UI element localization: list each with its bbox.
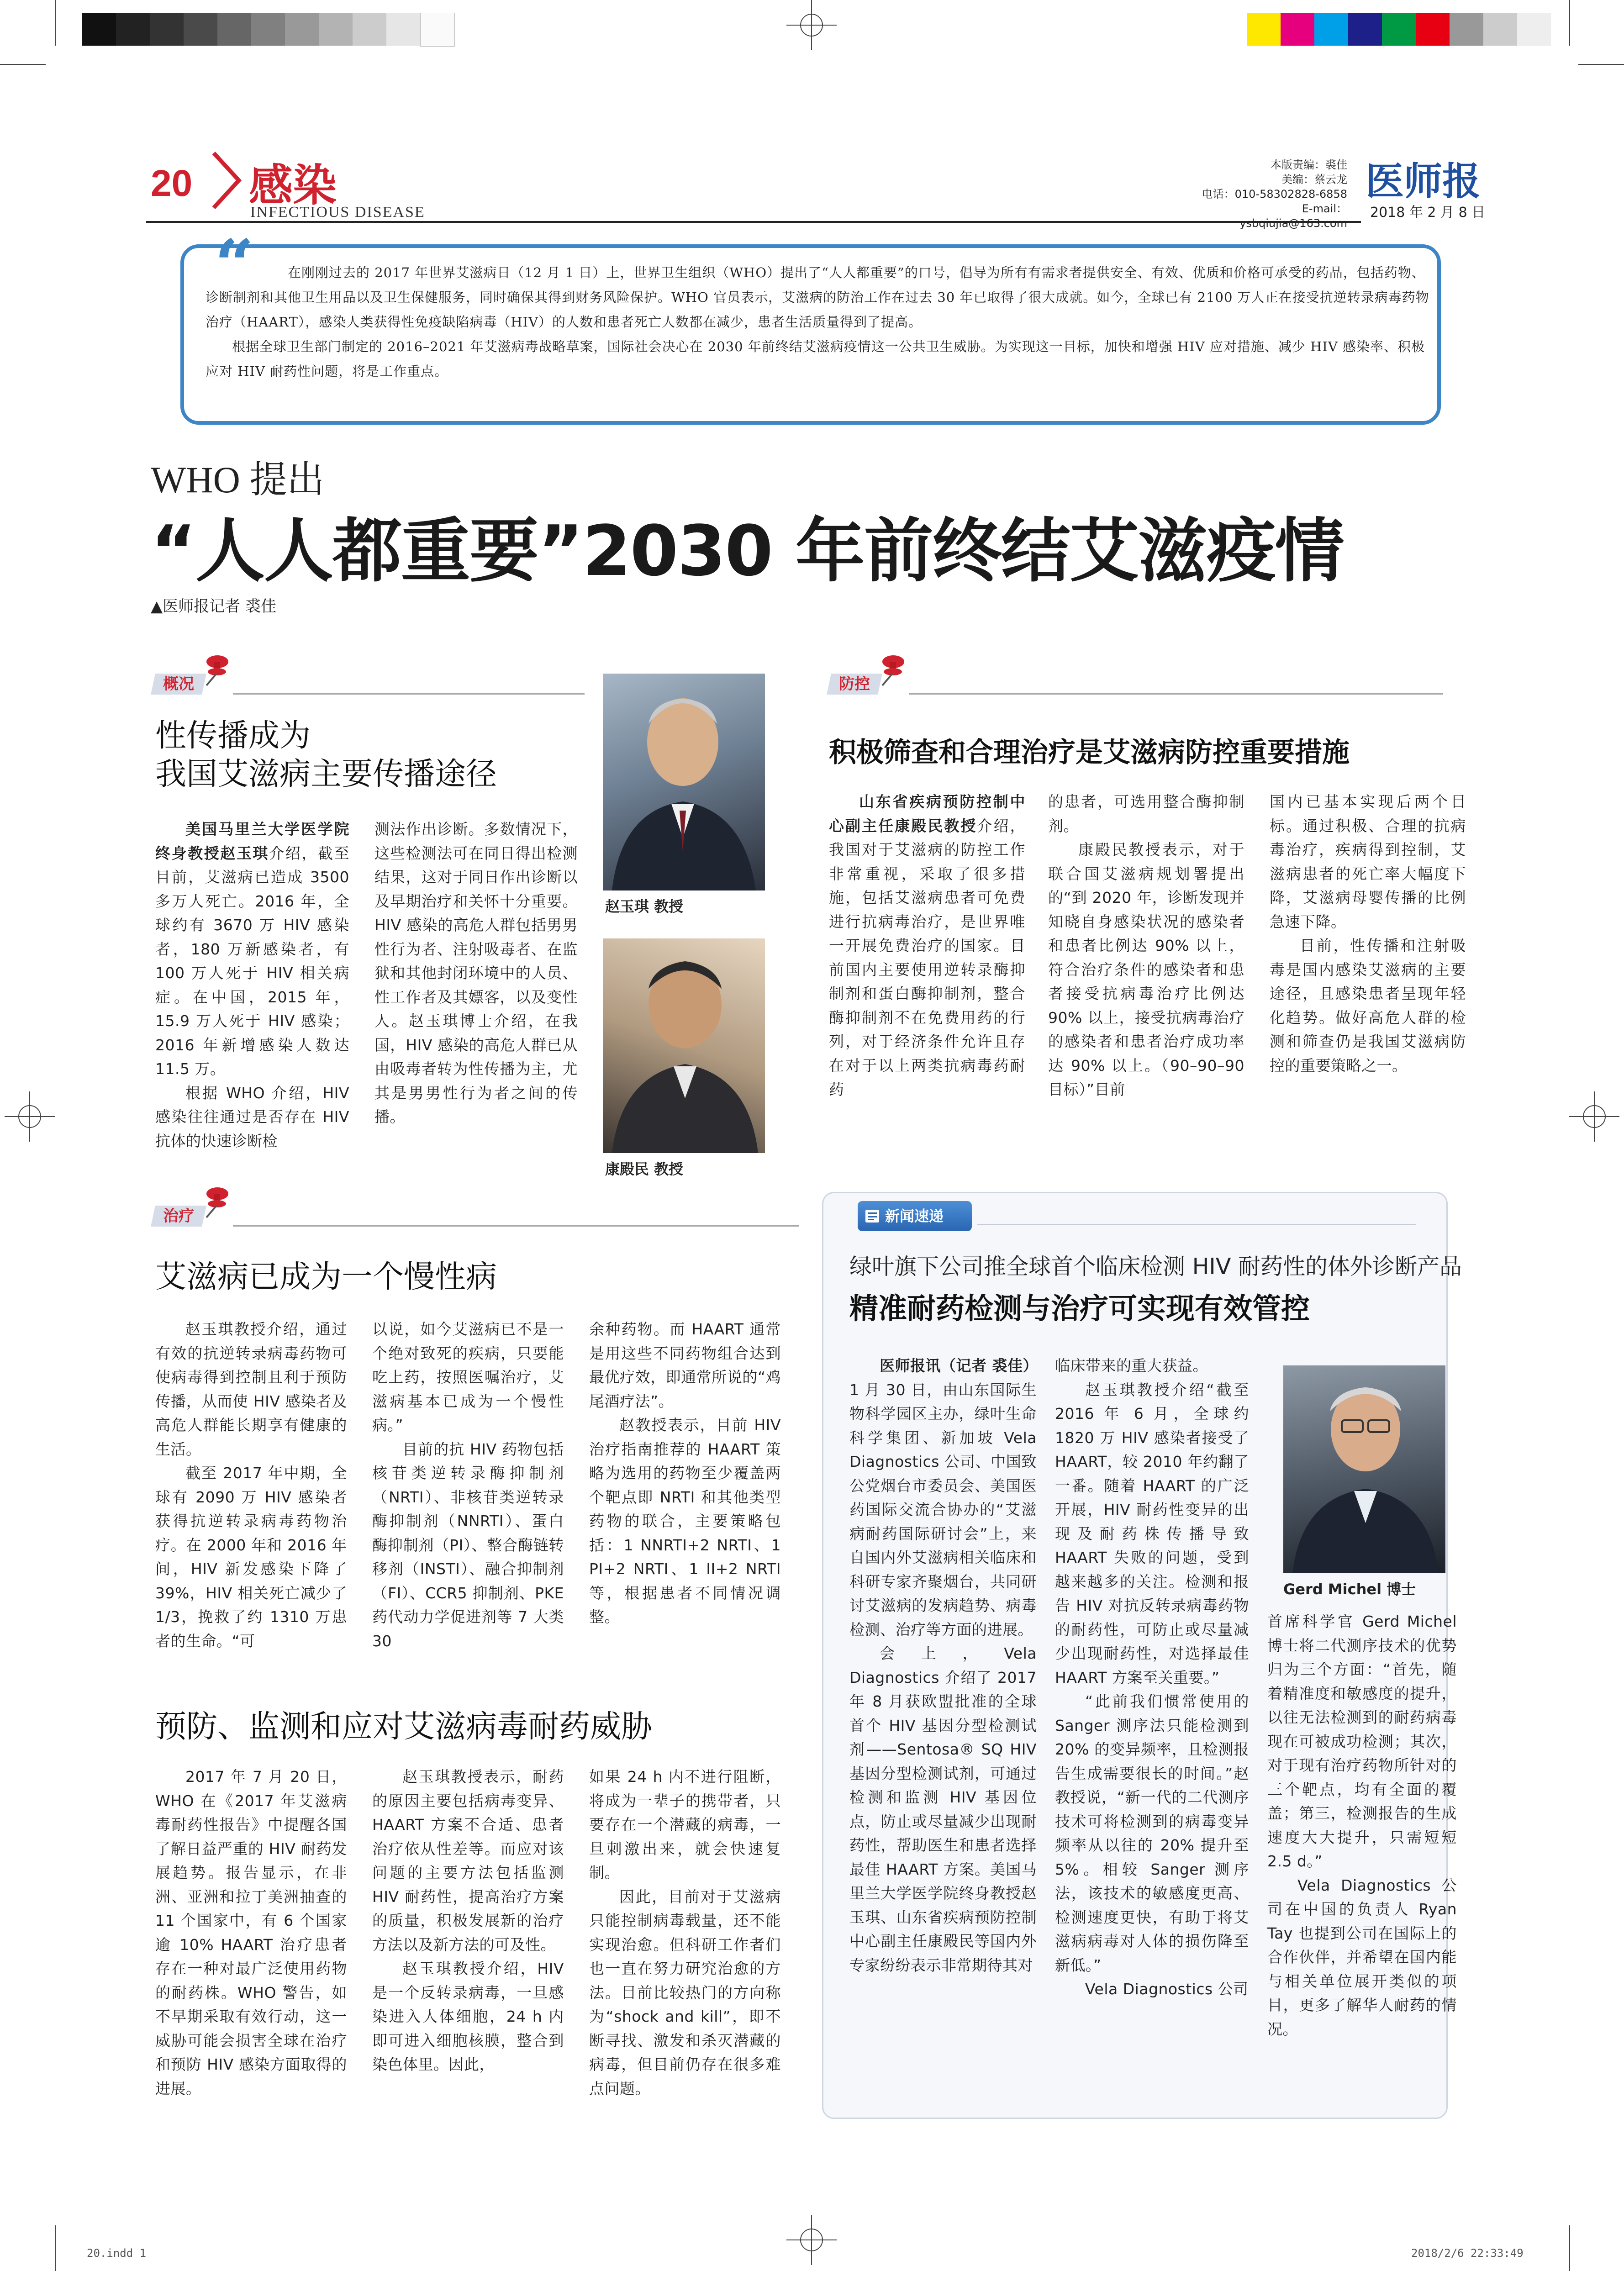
paragraph: 2017 年 7 月 20 日，WHO 在《2017 年艾滋病毒耐药性报告》中提醒各国了解日益严重的 HIV 耐药发展趋势。报告显示，在非洲、亚洲和拉丁美洲抽查的 11 个国家中，有 6 个国家逾 10% HAART 治疗患者存在一种对最广泛使用药物的耐药株。WHO 警告，如不早期采取有效行动，这一威胁可能会损害全球在治疗和预防 HIV 感染方面取得的进展。 bbox=[155, 1768, 347, 2097]
article-column bbox=[372, 1317, 564, 1653]
editor-line: E-mail：ysbqiujia@163.com bbox=[1239, 202, 1347, 230]
crop-mark bbox=[1578, 64, 1624, 65]
portrait-icon bbox=[603, 674, 765, 890]
crop-mark bbox=[0, 64, 46, 65]
paragraph: 以说，如今艾滋病已不是一个绝对致死的疾病，只要能吃上药，按照医嘱治疗，艾滋病基本已成为一个慢性病。” bbox=[372, 1320, 564, 1434]
registration-mark-bottom bbox=[786, 2215, 837, 2265]
paragraph: 介绍，我国对于艾滋病的防控工作非常重视，采取了很多措施，包括艾滋病患者可免费进行抗病毒治疗，是世界唯一开展免费治疗的国家。目前国内主要使用逆转录酶抑制剂和蛋白酶抑制剂，整合酶抑制剂不在免费用药的行列，对于经济条件允许且存在对于以上两类抗病毒药耐药 bbox=[829, 817, 1026, 1098]
photo-caption: 康殿民 教授 bbox=[605, 1160, 684, 1178]
paragraph: 目前，性传播和注射吸毒是国内感染艾滋病的主要途径，且感染患者呈现年轻化趋势。做好高危人群的检测和筛查仍是我国艾滋病防控的重要策略之一。 bbox=[1270, 937, 1466, 1075]
editor-line: 电话：010-58302828-6858 bbox=[1202, 188, 1347, 200]
chevron-right-icon bbox=[209, 148, 246, 212]
registration-mark-right bbox=[1569, 1091, 1619, 1142]
paragraph: 截至 2017 年中期，全球有 2090 万 HIV 感染者获得抗逆转录病毒药物治疗。在 2000 年和 2016 年间，HIV 新发感染下降了 39%，HIV 相关死亡减少了 1/3，挽救了约 1310 万患者的生命。“可 bbox=[155, 1464, 347, 1650]
paragraph: 如果 24 h 内不进行阻断，将成为一辈子的携带者，只要存在一个潜藏的病毒，一旦刺激出来，就会快速复制。 bbox=[589, 1768, 781, 1881]
registration-mark-top bbox=[786, 0, 837, 50]
paragraph: 首席科学官 Gerd Michel 博士将二代测序技术的优势归为三个方面：“首先，随着精准度和敏感度的提升，以往无法检测到的耐药病毒现在可被成功检测；其次，对于现有治疗药物所针对的三个靶点，均有全面的覆盖；第三，检测报告的生成速度大大提升，只需短短 2.5 d。” bbox=[1267, 1612, 1457, 1870]
portrait-icon bbox=[1283, 1365, 1445, 1573]
byline: ▲医师报记者 裘佳 bbox=[151, 597, 276, 616]
paragraph: 会上，Vela Diagnostics 介绍了 2017 年 8 月获欧盟批准的全球首个 HIV 基因分型检测试剂——Sentosa® SQ HIV 基因分型检测试剂，可通过检测和监测 HIV 基因位点，防止或尽量减少出现耐药性，帮助医生和患者选择最佳 HAART 方案。美国马里兰大学医学院终身教授赵玉琪、山东省疾病预防控制中心副主任康殿民等国内外专家纷纷表示非常期待其对 bbox=[849, 1644, 1037, 1974]
pushpin-icon bbox=[196, 651, 233, 687]
article-column bbox=[155, 1317, 347, 1653]
portrait-icon bbox=[603, 938, 765, 1153]
tag-label: 防控 bbox=[839, 675, 870, 693]
photo-caption: Gerd Michel 博士 bbox=[1283, 1581, 1416, 1598]
editor-line: 本版责编：裘佳 bbox=[1271, 158, 1347, 171]
paragraph: 介绍，截至目前，艾滋病已造成 3500 多万人死亡。2016 年，全球约有 3670 万 HIV 感染者，180 万新感染者，有 100 万人死于 HIV 相关病症。在中国，2015 年，15.9 万人死于 HIV 感染；2016 年新增感染人数达 11.5 万。 bbox=[155, 844, 350, 1078]
issue-date: 2018 年 2 月 8 日 bbox=[1370, 205, 1486, 221]
header-rule bbox=[146, 221, 1361, 223]
paragraph: Vela Diagnostics 公司在中国的负责人 Ryan Tay 也提到公司在国际上的合作伙伴，并希望在国内能与相关单位展开类似的项目，更多了解华人耐药的情况。 bbox=[1267, 1876, 1457, 2038]
article-column bbox=[589, 1317, 781, 1629]
heading-line: 性传播成为 bbox=[155, 718, 311, 754]
paragraph: 目前的抗 HIV 药物包括核苷类逆转录酶抑制剂（NRTI）、非核苷类逆转录酶抑制剂（NNRTI）、蛋白酶抑制剂（PI）、整合酶链转移剂（INSTI）、融合抑制剂（FI）、CCR5 抑制剂、PKE 药代动力学促进剂等 7 大类 30 bbox=[372, 1440, 564, 1650]
tag-label: 治疗 bbox=[163, 1207, 194, 1225]
paragraph: 康殿民教授表示，对于联合国艾滋病规划署提出的“到 2020 年，诊断发现并知晓自身感染状况的感染者和患者比例达 90% 以上，符合治疗条件的感染者和患者接受抗病毒治疗比例达 90% 以上，接受抗病毒治疗的感染者和患者治疗成功率达 90% 以上。（90–90–90 目标）”目前 bbox=[1048, 841, 1244, 1098]
tag-label: 概况 bbox=[163, 675, 194, 693]
section-heading bbox=[155, 717, 497, 794]
registration-mark-left bbox=[5, 1091, 55, 1142]
pushpin-icon bbox=[872, 651, 909, 687]
crop-mark bbox=[55, 2225, 56, 2271]
editor-line: 美编：蔡云龙 bbox=[1281, 173, 1347, 186]
news-rule bbox=[977, 1224, 1416, 1225]
crop-mark bbox=[55, 0, 56, 46]
section-subtitle: INFECTIOUS DISEASE bbox=[250, 204, 425, 221]
headline-kicker: WHO 提出 bbox=[151, 459, 325, 501]
article-column bbox=[374, 817, 578, 1129]
news-badge-label: 新闻速递 bbox=[885, 1207, 944, 1225]
paragraph: 赵玉琪教授介绍，通过有效的抗逆转录病毒药物可使病毒得到控制且利于预防传播，从而使 HIV 感染者及高危人群能长期享有健康的生活。 bbox=[155, 1320, 347, 1458]
quote-mark-icon: “ bbox=[215, 225, 254, 305]
paragraph: 赵玉琪教授介绍，HIV 是一个反转录病毒，一旦感染进入人体细胞，24 h 内即可进入细胞核膜，整合到染色体里。因此， bbox=[372, 1960, 564, 2073]
photo-gerd-michel bbox=[1283, 1365, 1445, 1573]
intro-paragraph: 在刚刚过去的 2017 年世界艾滋病日（12 月 1 日）上，世界卫生组织（WHO）提出了“人人都重要”的口号，倡导为所有有需求者提供安全、有效、优质和价格可承受的药品，包括药物、诊断制剂和其他卫生用品以及卫生保健服务，同时确保其得到财务风险保护。WHO 官员表示，艾滋病的防治工作在过去 30 年已取得了很大成就。如今，全球已有 2100 万人正在接受抗逆转录病毒药物治疗（HAART），感染人类获得性免疫缺陷病毒（HIV）的人数和患者死亡人数都在减少，患者生活质量得到了提高。 bbox=[206, 265, 1429, 330]
heading-line: 我国艾滋病主要传播途径 bbox=[155, 756, 497, 792]
tag-rule bbox=[909, 693, 1443, 695]
color-bar bbox=[1247, 13, 1551, 46]
tag-rule bbox=[233, 693, 585, 695]
news-badge bbox=[858, 1201, 972, 1231]
photo-kang-dianmin bbox=[603, 938, 765, 1153]
newspaper-logo: 医师报 bbox=[1366, 158, 1481, 204]
file-timestamp: 2018/2/6 22:33:49 bbox=[1411, 2247, 1524, 2260]
section-title: 感染 bbox=[249, 160, 337, 211]
page-number: 20 bbox=[151, 163, 193, 204]
paragraph: 临床带来的重大获益。 bbox=[1055, 1357, 1208, 1375]
news-subtitle: 绿叶旗下公司推全球首个临床检测 HIV 耐药性的体外诊断产品 bbox=[849, 1254, 1462, 1280]
paragraph: 国内已基本实现后两个目标。通过积极、合理的抗病毒治疗，疾病得到控制，艾滋病患者的死亡率大幅度下降，艾滋病母婴传播的比例急速下降。 bbox=[1270, 793, 1466, 931]
lead-name: 医师报讯（记者 裘佳） bbox=[880, 1357, 1038, 1375]
tag-rule bbox=[233, 1225, 799, 1227]
photo-zhao-yuqi bbox=[603, 674, 765, 890]
article-column bbox=[829, 790, 1025, 1102]
intro-text bbox=[206, 260, 1429, 384]
article-column bbox=[1048, 790, 1244, 1102]
paragraph: 1 月 30 日，由山东国际生物科学园区主办，绿叶生命科学集团、新加坡 Vela Diagnostics 公司、中国致公党烟台市委员会、美国医药国际交流合协办的“艾滋病耐药国际研讨会”上，来自国内外艾滋病相关临床和科研专家齐聚烟台，共同研讨艾滋病的发病趋势、病毒检测、治疗等方面的进展。 bbox=[849, 1381, 1037, 1639]
grayscale-bar bbox=[82, 13, 455, 46]
article-column bbox=[155, 817, 349, 1153]
intro-paragraph: 根据全球卫生部门制定的 2016–2021 年艾滋病毒战略草案，国际社会决心在 2030 年前终结艾滋病疫情这一公共卫生威胁。为实现这一目标，加快和增强 HIV 应对措施、减少 HIV 感染率、积极应对 HIV 耐药性问题，将是工作重点。 bbox=[206, 339, 1425, 379]
crop-mark bbox=[1569, 2225, 1570, 2271]
crop-mark bbox=[1569, 0, 1570, 46]
lead-name: 美国马里兰大学医学院终身教授赵玉琪 bbox=[155, 820, 349, 862]
paragraph: 赵教授表示，目前 HIV 治疗指南推荐的 HAART 策略为选用的药物至少覆盖两个靶点即 NRTI 和其他类型药物的联合，主要策略包括：1 NNRTI+2 NRTI、1 PI+2 NRTI、1 II+2 NRTI 等，根据患者不同情况调整。 bbox=[589, 1416, 781, 1626]
section-heading: 积极筛查和合理治疗是艾滋病防控重要措施 bbox=[829, 737, 1350, 769]
paragraph: “此前我们惯常使用的 Sanger 测序法只能检测到 20% 的变异频率，且检测报告生成需要很长的时间。”赵教授说，“新一代的二代测序技术可将检测到的病毒变异频率从以往的 20% 提升至 5%。相较 Sanger 测序法，该技术的敏感度更高、检测速度更快，有助于将艾滋病病毒对人体的损伤降至新低。” bbox=[1055, 1692, 1249, 1974]
article-column bbox=[1270, 790, 1466, 1078]
paragraph: 赵玉琪教授表示，耐药的原因主要包括病毒变异、HAART 方案不合适、患者治疗依从性差等。而应对该问题的主要方法包括监测 HIV 耐药性，提高治疗方案的质量，积极发展新的治疗方法以及新方法的可及性。 bbox=[372, 1768, 564, 1954]
paragraph: 测法作出诊断。多数情况下，这些检测法可在同日得出检测结果，这对于同日作出诊断以及早期治疗和关怀十分重要。HIV 感染的高危人群包括男男性行为者、注射吸毒者、在监狱和其他封闭环境中的人员、性工作者及其嫖客，以及变性人。赵玉琪博士介绍，在我国，HIV 感染的高危人群已从由吸毒者转为性传播为主，尤其是男男性行为者之间的传播。 bbox=[374, 820, 578, 1126]
paragraph: 余种药物。而 HAART 通常是用这些不同药物组合达到最优疗效，即通常所说的“鸡尾酒疗法”。 bbox=[589, 1320, 781, 1410]
section-heading: 预防、监测和应对艾滋病毒耐药威胁 bbox=[155, 1709, 653, 1745]
paragraph: 赵玉琪教授介绍“截至 2016 年 6 月，全球约 1820 万 HIV 感染者接受了 HAART，较 2010 年约翻了一番。随着 HAART 的广泛开展，HIV 耐药性变异的出现及耐药株传播导致 HAART 失败的问题，受到越来越多的关注。检测和报告 HIV 对抗反转录病毒药物的耐药性，可防止或尽量减少出现耐药性，对选择最佳 HAART 方案至关重要。” bbox=[1055, 1381, 1249, 1686]
paragraph: 的患者，可选用整合酶抑制剂。 bbox=[1048, 793, 1244, 835]
photo-caption: 赵玉琪 教授 bbox=[605, 898, 684, 915]
pushpin-icon bbox=[196, 1183, 233, 1219]
article-column bbox=[1267, 1610, 1457, 2041]
article-column bbox=[1055, 1354, 1249, 2002]
news-title: 精准耐药检测与治疗可实现有效管控 bbox=[849, 1292, 1310, 1325]
article-column bbox=[589, 1765, 781, 2101]
paragraph: 因此，目前对于艾滋病只能控制病毒载量，还不能实现治愈。但科研工作者们也一直在努力研究治愈的方法。目前比较热门的方向称为“shock and kill”，即不断寻找、激发和杀灭潜藏的病毒，但目前仍存在很多难点问题。 bbox=[589, 1887, 781, 2097]
newspaper-icon bbox=[864, 1207, 881, 1225]
article-column bbox=[849, 1354, 1037, 1977]
paragraph: 根据 WHO 介绍，HIV 感染往往通过是否存在 HIV 抗体的快速诊断检 bbox=[155, 1084, 349, 1150]
editor-info bbox=[1197, 158, 1347, 231]
article-column bbox=[372, 1765, 564, 2077]
lead-name: 山东省疾病预防控制中心副主任康殿民教授 bbox=[829, 793, 1025, 835]
section-heading: 艾滋病已成为一个慢性病 bbox=[155, 1259, 497, 1295]
article-column bbox=[155, 1765, 347, 2101]
file-slug: 20.indd 1 bbox=[87, 2247, 147, 2260]
paragraph: Vela Diagnostics 公司 bbox=[1085, 1980, 1249, 1998]
headline: “人人都重要”2030 年前终结艾滋疫情 bbox=[151, 511, 1344, 591]
